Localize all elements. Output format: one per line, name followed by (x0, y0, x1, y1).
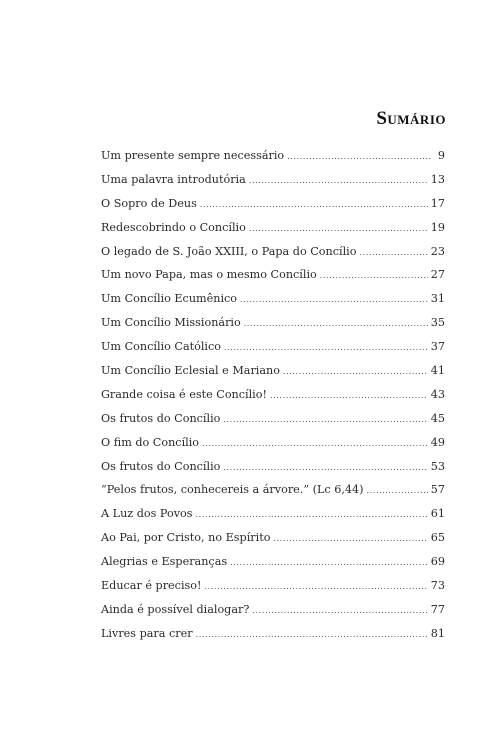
toc-entry-page-number: 27 (430, 268, 445, 282)
toc-entry-title: Ainda é possível dialogar? (101, 602, 250, 616)
toc-entry (101, 287, 445, 311)
toc-entry-title: Redescobrindo o Concílio (101, 220, 246, 234)
page-title: Sumário (376, 108, 446, 129)
toc-entry-title: Os frutos do Concílio (101, 459, 221, 473)
dot-leader (249, 217, 428, 241)
dot-leader (287, 145, 432, 169)
toc-entry-page-number: 37 (430, 340, 445, 354)
toc-entry-title: A Luz dos Povos (101, 507, 193, 521)
toc-entry-page-number: 35 (430, 316, 445, 330)
toc-entry (101, 502, 445, 526)
toc-entry-page-number: 23 (430, 244, 445, 258)
toc-entry-title: Alegrias e Esperanças (101, 555, 228, 569)
toc-entry-title: Um Concílio Missionário (101, 316, 241, 330)
toc-entry-page-number: 19 (430, 220, 445, 234)
dot-leader (196, 503, 428, 527)
dot-leader (367, 479, 428, 503)
toc-entry-page-number: 53 (430, 459, 445, 473)
dot-leader (230, 551, 428, 575)
toc-entry (101, 383, 445, 407)
toc-entry (101, 311, 445, 335)
toc-entry-page-number: 73 (430, 579, 445, 593)
toc-entry-page-number: 81 (430, 626, 445, 640)
toc-entry-title: Os frutos do Concílio (101, 411, 221, 425)
dot-leader (202, 432, 428, 456)
toc-entry (101, 240, 445, 264)
toc-entry-page-number: 69 (430, 555, 445, 569)
toc-entry (101, 598, 445, 622)
toc-entry-title: Livres para crer (101, 626, 193, 640)
dot-leader (273, 527, 427, 551)
toc-entry-title: O legado de S. João XXIII, o Papa do Concílio (101, 244, 357, 258)
toc-entry (101, 431, 445, 455)
dot-leader (205, 575, 428, 599)
toc-entry-page-number: 41 (430, 364, 445, 378)
toc-entry-page-number: 57 (430, 483, 445, 497)
toc-entry-page-number: 31 (430, 292, 445, 306)
toc-entry-title: “Pelos frutos, conhecereis a árvore.” (Lc 6,44) (101, 483, 364, 497)
toc-entry-title: O Sopro de Deus (101, 196, 197, 210)
toc-entry-title: Ao Pai, por Cristo, no Espírito (101, 531, 271, 545)
toc-entry-page-number: 45 (430, 411, 445, 425)
toc-entry (101, 144, 445, 168)
toc-entry (101, 263, 445, 287)
toc-entry-page-number: 49 (430, 435, 445, 449)
toc-entry (101, 455, 445, 479)
toc-entry (101, 192, 445, 216)
toc-entry (101, 526, 445, 550)
toc-entry (101, 335, 445, 359)
dot-leader (359, 241, 427, 265)
toc-entry-title: Um presente sempre necessário (101, 149, 285, 162)
toc-entry-title: Um Concílio Católico (101, 340, 222, 354)
dot-leader (223, 408, 427, 432)
dot-leader (224, 336, 428, 360)
toc-entry-title: Grande coisa é este Concílio! (101, 387, 267, 401)
table-of-contents (101, 144, 445, 646)
toc-entry (101, 216, 445, 240)
dot-leader (270, 384, 428, 408)
toc-entry-page-number: 43 (430, 387, 445, 401)
dot-leader (196, 623, 428, 647)
dot-leader (223, 456, 427, 480)
toc-entry (101, 359, 445, 383)
toc-entry (101, 550, 445, 574)
toc-entry-page-number: 9 (437, 149, 445, 162)
toc-entry (101, 168, 445, 192)
toc-entry-page-number: 13 (430, 172, 445, 186)
toc-entry-page-number: 17 (430, 196, 445, 210)
dot-leader (240, 288, 428, 312)
toc-entry-title: O fim do Concílio (101, 435, 200, 449)
toc-entry (101, 407, 445, 431)
toc-entry-title: Um novo Papa, mas o mesmo Concílio (101, 268, 317, 282)
toc-entry-title: Educar é preciso! (101, 579, 202, 593)
dot-leader (249, 169, 428, 193)
dot-leader (283, 360, 428, 384)
dot-leader (320, 264, 428, 288)
toc-entry-page-number: 65 (430, 531, 445, 545)
dot-leader (200, 193, 428, 217)
toc-entry-title: Um Concílio Ecumênico (101, 292, 238, 306)
toc-entry-page-number: 61 (430, 507, 445, 521)
toc-entry (101, 622, 445, 646)
dot-leader (244, 312, 428, 336)
toc-entry-page-number: 77 (430, 602, 445, 616)
toc-entry-title: Uma palavra introdutória (101, 172, 246, 186)
toc-entry-title: Um Concílio Eclesial e Mariano (101, 364, 280, 378)
toc-entry (101, 574, 445, 598)
toc-entry (101, 478, 445, 502)
dot-leader (252, 599, 427, 623)
